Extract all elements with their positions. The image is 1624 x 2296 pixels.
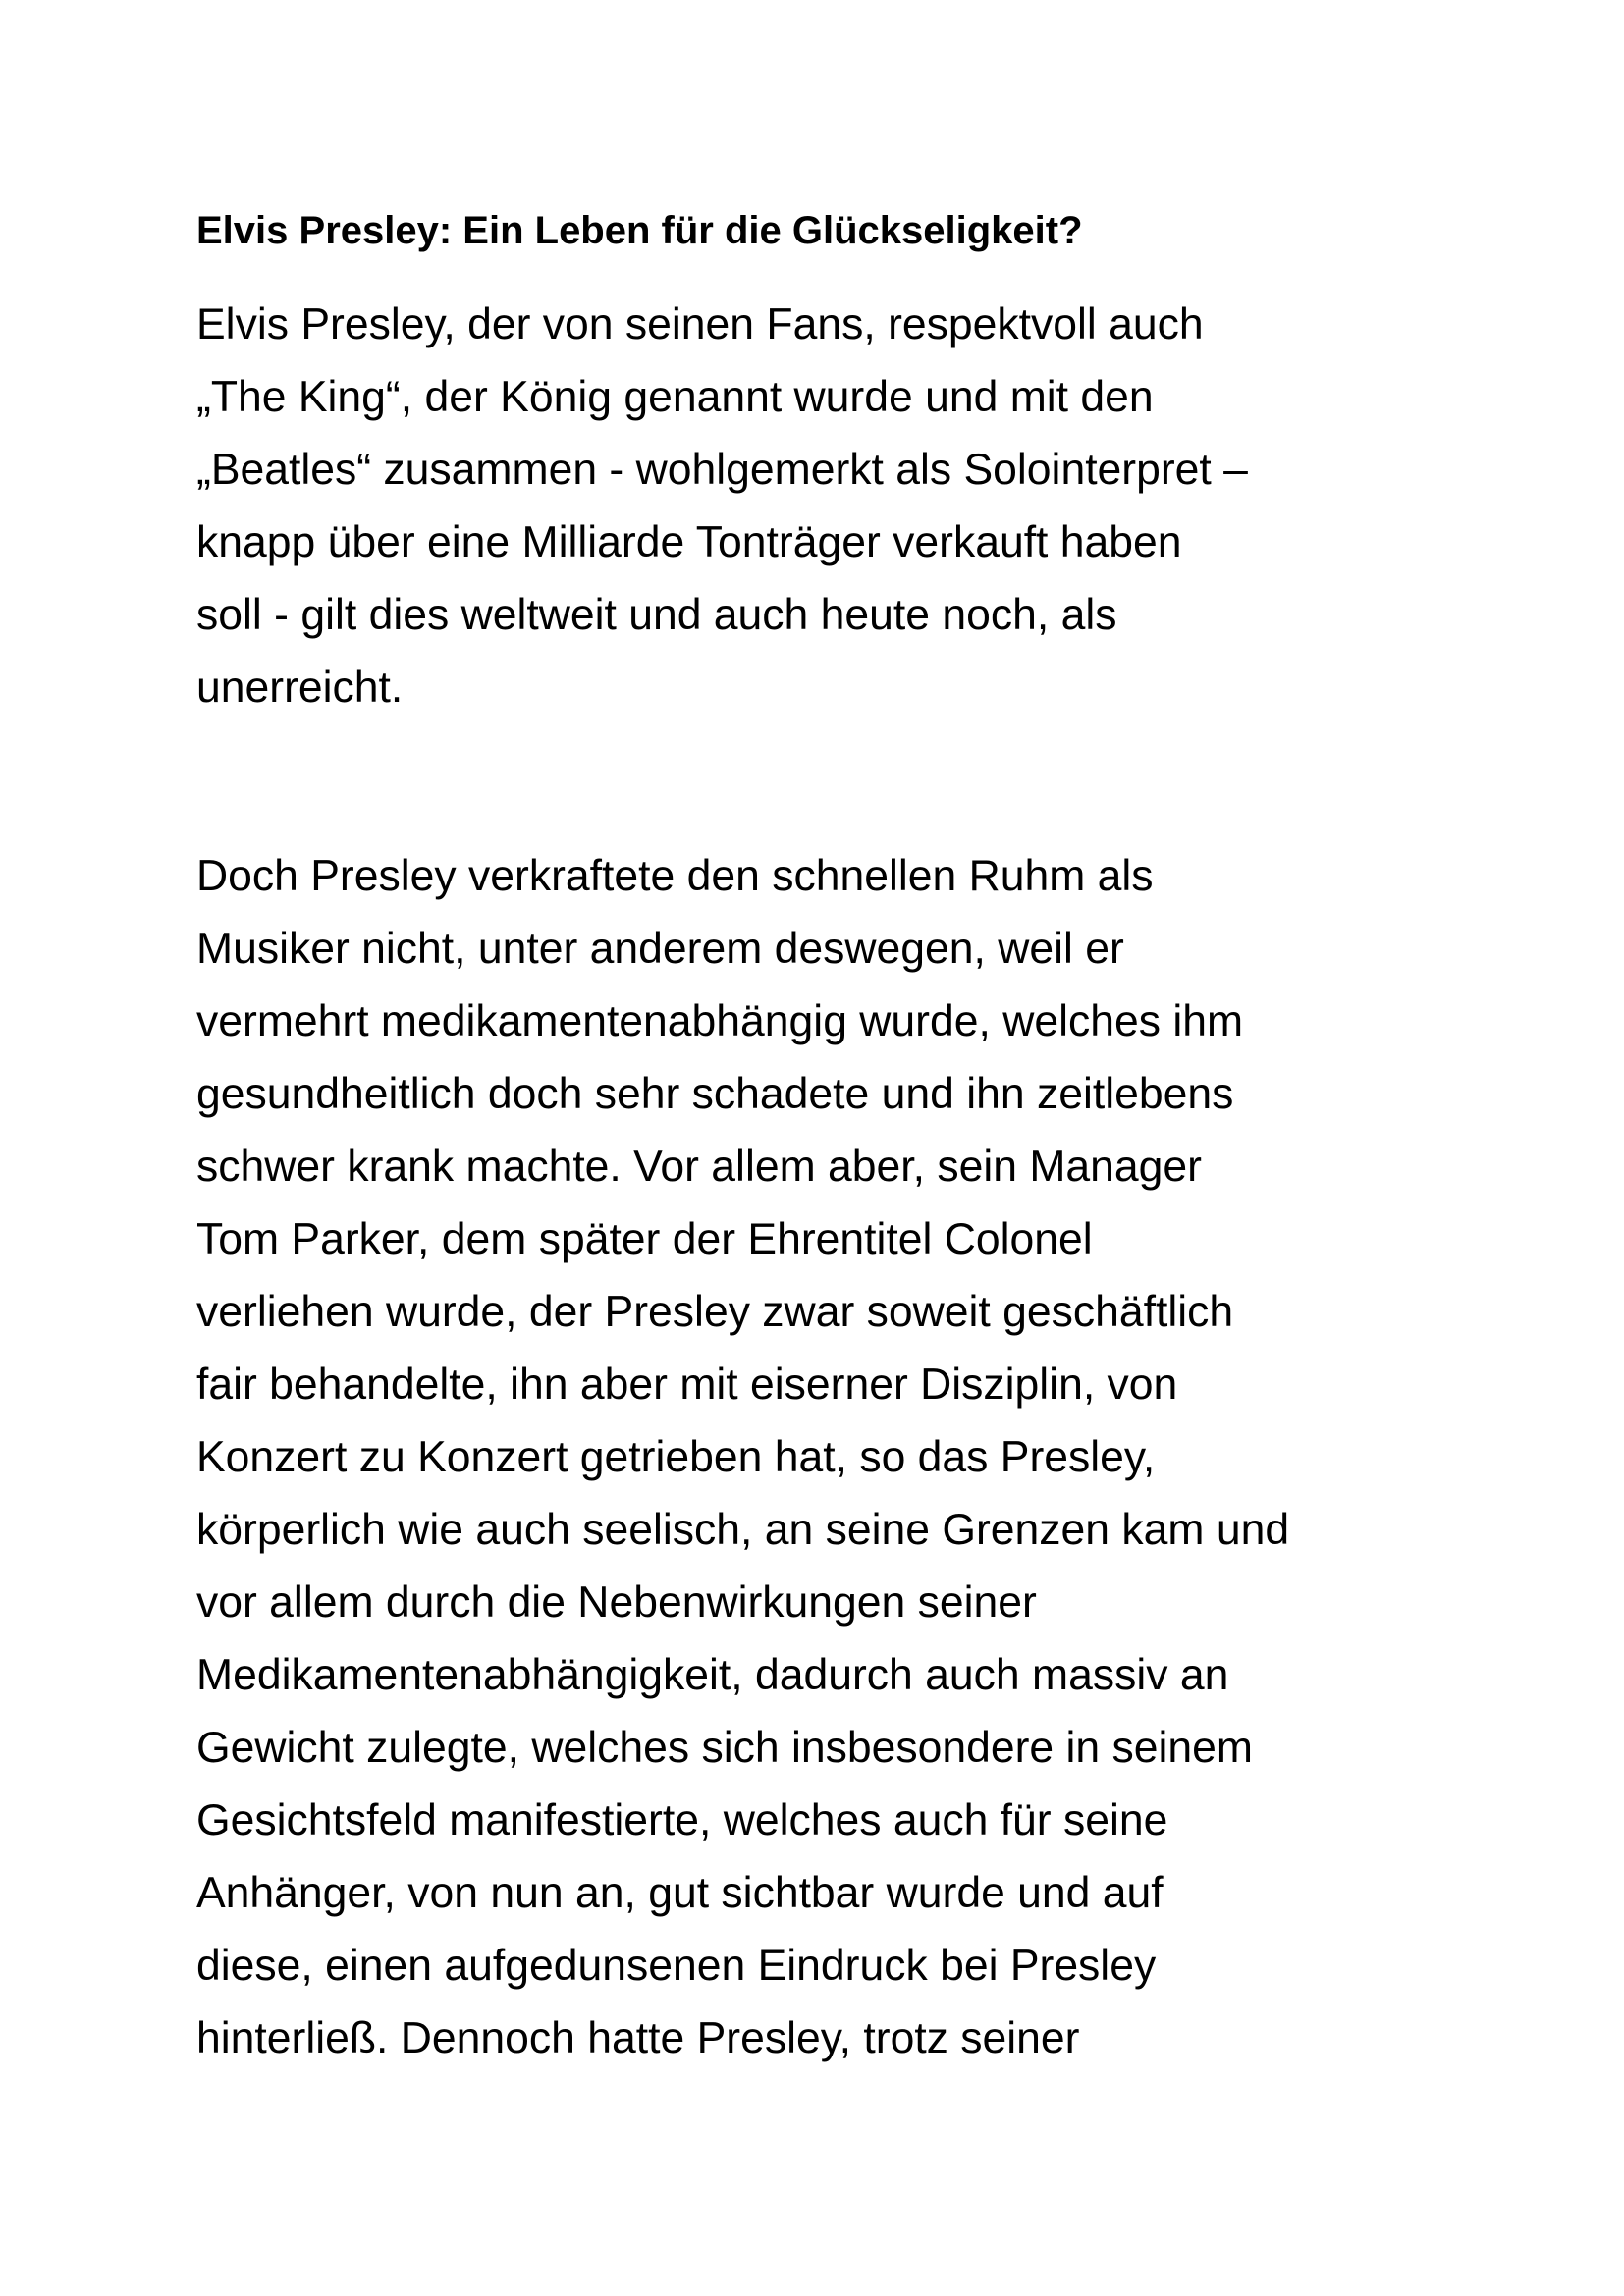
paragraph-line: vor allem durch die Nebenwirkungen seiner [196, 1578, 1037, 1627]
paragraph-line: körperlich wie auch seelisch, an seine Grenzen kam und [196, 1506, 1290, 1554]
document-title: Elvis Presley: Ein Leben für die Glückseligkeit? [196, 209, 1083, 252]
paragraph-line: Gewicht zulegte, welches sich insbesondere in seinem [196, 1724, 1253, 1772]
paragraph-line: diese, einen aufgedunsenen Eindruck bei Presley [196, 1942, 1157, 1990]
paragraph-line: „Beatles“ zusammen - wohlgemerkt als Solointerpret – [196, 446, 1248, 494]
paragraph-line: schwer krank machte. Vor allem aber, sein Manager [196, 1143, 1202, 1191]
paragraph-line: verliehen wurde, der Presley zwar soweit geschäftlich [196, 1288, 1234, 1336]
paragraph-line: Medikamentenabhängigkeit, dadurch auch massiv an [196, 1651, 1229, 1699]
paragraph-line: Doch Presley verkraftete den schnellen Ruhm als [196, 852, 1154, 900]
paragraph-line: soll - gilt dies weltweit und auch heute noch, als [196, 591, 1117, 639]
paragraph-line: Elvis Presley, der von seinen Fans, respektvoll auch [196, 300, 1204, 348]
title-block [196, 194, 1473, 267]
paragraph-line: Gesichtsfeld manifestierte, welches auch für seine [196, 1796, 1168, 1844]
paragraph-line: gesundheitlich doch sehr schadete und ihn zeitlebens [196, 1070, 1234, 1118]
paragraph-line: Tom Parker, dem später der Ehrentitel Colonel [196, 1215, 1093, 1263]
paragraph-line: knapp über eine Milliarde Tonträger verkauft haben [196, 518, 1182, 566]
paragraph-line: fair behandelte, ihn aber mit eiserner Disziplin, von [196, 1361, 1178, 1409]
paragraph-line: unerreicht. [196, 664, 404, 712]
paragraph-1 [196, 289, 1473, 724]
paragraph-line: „The King“, der König genannt wurde und mit den [196, 373, 1154, 421]
paragraph-line: Anhänger, von nun an, gut sichtbar wurde und auf [196, 1869, 1164, 1917]
paragraph-line: Konzert zu Konzert getrieben hat, so das Presley, [196, 1433, 1156, 1481]
paragraph-line: hinterließ. Dennoch hatte Presley, trotz seiner [196, 2014, 1080, 2062]
paragraph-line: Musiker nicht, unter anderem deswegen, weil er [196, 925, 1124, 973]
paragraph-line: vermehrt medikamentenabhängig wurde, welches ihm [196, 997, 1244, 1045]
paragraph-2 [196, 840, 1473, 2075]
